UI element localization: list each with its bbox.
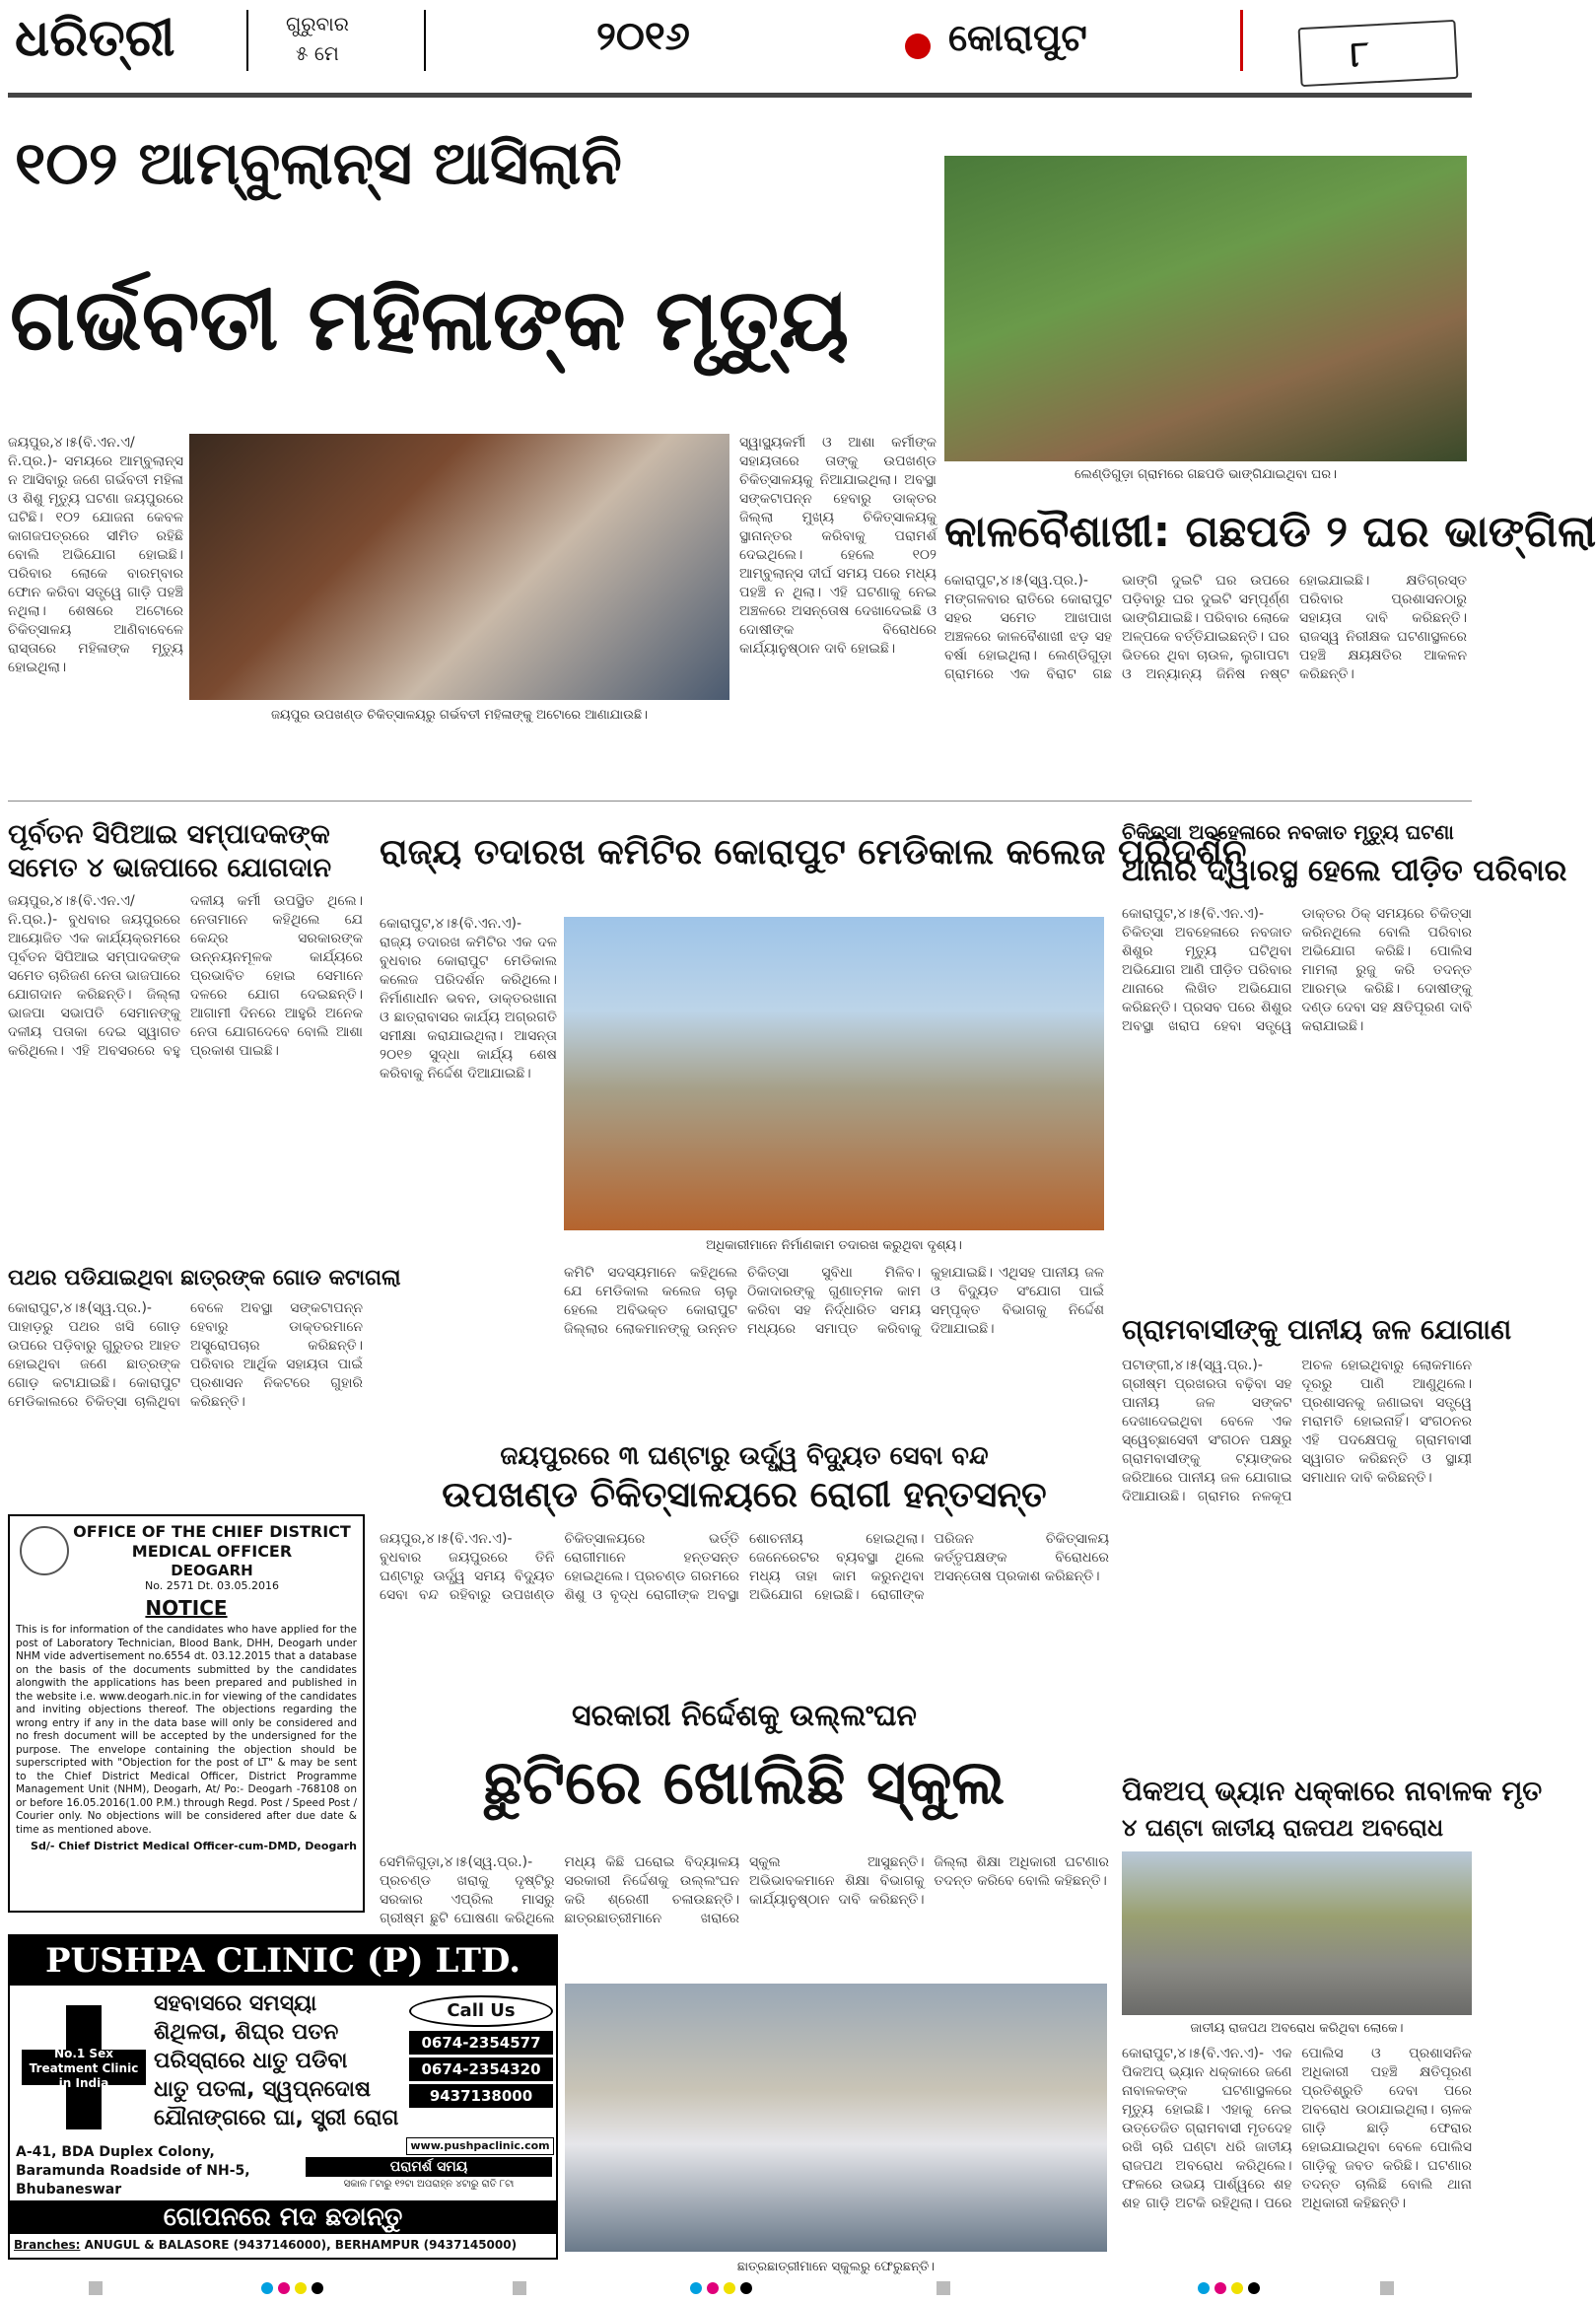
lead-photo <box>189 434 729 700</box>
notice-body: This is for information of the candidates who have applied for the post of Laboratory Technician, Blood Bank, DHH, Deogarh under NHM vide advertisement no.6554 dt. 03.12.2015 that a database on the basis of the documents submitted by the candidates alongwith the applications has been prepared and published in the website i.e. www.deogarh.nic.in for viewing of the candidates and inviting objections thereof. The objections regarding the wrong entry if any in the data base will only be considered and no fresh document will be accepted by the undersigned for the purpose. The envelope containing the objection should be superscripted with "Objection for the post of LT" & may be sent to the Chief District Medical Officer, District Programme Management Unit (NHM), Deogarh, At/ Po:- Deogarh -768108 on or before 16.05.2016(1.00 P.M.) through Regd. Post / Speed Post / Courier only. No objections will be considered after due date & time as mentioned above. <box>16 1624 357 1836</box>
notice-office: OFFICE OF THE CHIEF DISTRICT MEDICAL OFFICER <box>73 1522 351 1561</box>
clinic-name: PUSHPA CLINIC (P) LTD. <box>10 1936 556 1986</box>
color-dot-cyan <box>261 2282 273 2294</box>
power-headline: ଉପଖଣ୍ଡ ଚିକିତ୍ସାଳୟରେ ରୋଗୀ ହନ୍ତସନ୍ତ <box>442 1475 1047 1515</box>
lead-body-col2: ସ୍ୱାସ୍ଥ୍ୟକର୍ମୀ ଓ ଆଶା କର୍ମୀଙ୍କ ସହାୟତାରେ ତାଙ୍କୁ ଉପଖଣ୍ଡ ଚିକିତ୍ସାଳୟକୁ ନିଆଯାଇଥିଲା। ଅବସ୍ଥା ସଙ୍କଟାପନ୍ନ ହେବାରୁ ଡାକ୍ତର ଜିଲ୍ଲା ମୁଖ୍ୟ ଚିକିତ୍ସାଳୟକୁ ସ୍ଥାନାନ୍ତର କରିବାକୁ ପରାମର୍ଶ ଦେଇଥିଲେ। ହେଲେ ୧୦୨ ଆମ୍ବୁଲାନ୍ସ ଦୀର୍ଘ ସମୟ ପରେ ମଧ୍ୟ ପହଞ୍ଚି ନ ଥିଲା। ଏହି ଘଟଣାକୁ ନେଇ ଅଞ୍ଚଳରେ ଅସନ୍ତୋଷ ଦେଖାଦେଇଛି ଓ ଦୋଷୀଙ୍କ ବିରୋଧରେ କାର୍ଯ୍ୟାନୁଷ୍ଠାନ ଦାବି ହୋଇଛି। <box>739 435 937 657</box>
student-headline: ପଥର ପଡିଯାଇଥିବା ଛାତ୍ରଙ୍କ ଗୋଡ କଟାଗଲା <box>8 1266 401 1291</box>
lead-headline: ଗର୍ଭବତୀ ମହିଳାଙ୍କ ମୃତ୍ୟୁ <box>10 271 850 370</box>
clinic-services <box>154 1989 410 2132</box>
lead-kicker: ୧୦୨ ଆମ୍ବୁଲାନ୍ସ ଆସିଲାନି <box>15 129 622 198</box>
day: ଗୁରୁବାର <box>286 12 349 35</box>
police-headline: ଥାନାର ଦ୍ୱାରସ୍ଥ ହେଲେ ପୀଡ଼ିତ ପରିବାର <box>1122 854 1567 888</box>
date: ୫ ମେ <box>296 41 339 65</box>
storm-body: କୋରାପୁଟ,୪।୫(ସ୍ୱ.ପ୍ର.)- ମଙ୍ଗଳବାର ରାତିରେ କୋରାପୁଟ ସହର ସମେତ ଆଖପାଖ ଅଞ୍ଚଳରେ କାଳବୈଶାଖୀ ଝଡ଼ ସହ ବର୍ଷା ହୋଇଥିଲା। ଲେଣ୍ଡିଗୁଡ଼ା ଗ୍ରାମରେ ଏକ ବିରାଟ ଗଛ ଭାଙ୍ଗି ଦୁଇଟି ଘର ଉପରେ ପଡ଼ିବାରୁ ଘର ଦୁଇଟି ସମ୍ପୂର୍ଣ୍ଣ ଭାଙ୍ଗିଯାଇଛି। ପରିବାର ଲୋକେ ଅଳ୍ପକେ ବର୍ତ୍ତିଯାଇଛନ୍ତି। ଘର ଭିତରେ ଥିବା ଚାଉଳ, ଲୁଗାପଟା ଓ ଅନ୍ୟାନ୍ୟ ଜିନିଷ ନଷ୍ଟ ହୋଇଯାଇଛି। କ୍ଷତିଗ୍ରସ୍ତ ପରିବାର ପ୍ରଶାସନଠାରୁ ସହାୟତା ଦାବି କରିଛନ୍ତି। ରାଜସ୍ୱ ନିରୀକ୍ଷକ ଘଟଣାସ୍ଥଳରେ ପହଞ୍ଚି କ୍ଷୟକ୍ଷତିର ଆକଳନ କରିଛନ୍ତି। <box>944 573 1467 682</box>
color-dot-cyan <box>1198 2282 1210 2294</box>
medical-photo <box>564 917 1104 1230</box>
clinic-web: www.pushpaclinic.com <box>406 2137 554 2155</box>
cpi-body: ଜୟପୁର,୪।୫(ବି.ଏନ.ଏ/ନି.ପ୍ର.)- ବୁଧବାର ଜୟପୁରରେ ଆୟୋଜିତ ଏକ କାର୍ଯ୍ୟକ୍ରମରେ ପୂର୍ବତନ ସିପିଆଇ ସମ୍ପାଦକଙ୍କ ସମେତ ଚାରିଜଣ ନେତା ଭାଜପାରେ ଯୋଗଦାନ କରିଛନ୍ତି। ଜିଲ୍ଲା ଭାଜପା ସଭାପତି ସେମାନଙ୍କୁ ଦଳୀୟ ପତାକା ଦେଇ ସ୍ୱାଗତ କରିଥିଲେ। ଏହି ଅବସରରେ ବହୁ ଦଳୀୟ କର୍ମୀ ଉପସ୍ଥିତ ଥିଲେ। ନେତାମାନେ କହିଥିଲେ ଯେ କେନ୍ଦ୍ର ସରକାରଙ୍କ ଉନ୍ନୟନମୂଳକ କାର୍ଯ୍ୟରେ ପ୍ରଭାବିତ ହୋଇ ସେମାନେ ଦଳରେ ଯୋଗ ଦେଇଛନ୍ତି। ଆଗାମୀ ଦିନରେ ଆହୁରି ଅନେକ ନେତା ଯୋଗଦେବେ ବୋଲି ଆଶା ପ୍ରକାଶ ପାଇଛି। <box>8 893 363 1059</box>
color-dot-yellow <box>1231 2282 1243 2294</box>
clinic-phone: 0674-2354320 <box>409 2058 553 2081</box>
school-photo-caption: ଛାତ୍ରଛାତ୍ରୀମାନେ ସ୍କୁଲରୁ ଫେରୁଛନ୍ତି। <box>736 2260 936 2274</box>
medical-headline: ରାଜ୍ୟ ତଦାରଖ କମିଟିର କୋରାପୁଟ ମେଡିକାଲ କଲେଜ ପରିଦର୍ଶନ <box>380 832 1247 872</box>
section-rule <box>8 801 1472 802</box>
storm-photo <box>944 156 1467 461</box>
footer-marks <box>0 2277 1479 2302</box>
clinic-service-line: ଯୌନାଙ୍ଗରେ ଘା, ସ୍ତ୍ରୀ ରୋଗ <box>154 2106 399 2130</box>
school-body: ସେମିଳିଗୁଡ଼ା,୪।୫(ସ୍ୱ.ପ୍ର.)- ପ୍ରଚଣ୍ଡ ଖରାକୁ ଦୃଷ୍ଟିରୁ ସରକାର ଏପ୍ରିଲ ମାସରୁ ଗ୍ରୀଷ୍ମ ଛୁଟି ଘୋଷଣା କରିଥିଲେ ମଧ୍ୟ କିଛି ଘରୋଇ ବିଦ୍ୟାଳୟ ସରକାରୀ ନିର୍ଦ୍ଦେଶକୁ ଉଲ୍ଲଂଘନ କରି ଶ୍ରେଣୀ ଚଳାଉଛନ୍ତି। ଛାତ୍ରଛାତ୍ରୀମାନେ ଖରାରେ ସ୍କୁଲ ଆସୁଛନ୍ତି। ଅଭିଭାବକମାନେ ଶିକ୍ଷା ବିଭାଗକୁ କାର୍ଯ୍ୟାନୁଷ୍ଠାନ ଦାବି କରିଛନ୍ତି। ଜିଲ୍ଲା ଶିକ୍ଷା ଅଧିକାରୀ ଘଟଣାର ତଦନ୍ତ କରିବେ ବୋଲି କହିଛନ୍ତି। <box>380 1854 1109 1926</box>
page-number: ୮ <box>1349 34 1370 76</box>
medical-body-2: କମିଟି ସଦସ୍ୟମାନେ କହିଥିଲେ ଯେ ମେଡିକାଲ କଲେଜ ଚାଲୁ ହେଲେ ଅବିଭକ୍ତ କୋରାପୁଟ ଜିଲ୍ଲାର ଲୋକମାନଙ୍କୁ ଉନ୍ନତ ଚିକିତ୍ସା ସୁବିଧା ମିଳିବ। ଠିକାଦାରଙ୍କୁ ଗୁଣାତ୍ମକ କାମ କରିବା ସହ ନିର୍ଦ୍ଧାରିତ ସମୟ ମଧ୍ୟରେ ସମାପ୍ତ କରିବାକୁ କୁହାଯାଇଛି। ଏଥିସହ ପାନୀୟ ଜଳ ଓ ବିଦ୍ୟୁତ ସଂଯୋଗ ପାଇଁ ସମ୍ପୃକ୍ତ ବିଭାଗକୁ ନିର୍ଦ୍ଦେଶ ଦିଆଯାଇଛି। <box>564 1265 1104 1337</box>
clinic-phone: 0674-2354577 <box>409 2031 553 2055</box>
clinic-service-line: ଧାତୁ ପତଳା, ସ୍ୱପ୍ନଦୋଷ <box>154 2077 372 2102</box>
color-dot-magenta <box>278 2282 290 2294</box>
clinic-service-line: ପରିସ୍ରାରେ ଧାତୁ ପଡିବା <box>154 2049 348 2073</box>
clinic-branches <box>14 2238 554 2252</box>
notice-sign: Sd/- Chief District Medical Officer-cum-DMD, Deogarh <box>31 1840 357 1852</box>
medical-body: କୋରାପୁଟ,୪।୫(ବି.ଏନ.ଏ)- ରାଜ୍ୟ ତଦାରଖ କମିଟିର ଏକ ଦଳ ବୁଧବାର କୋରାପୁଟ ମେଡିକାଲ କଲେଜ ପରିଦର୍ଶନ କରିଥିଲେ। ନିର୍ମାଣାଧୀନ ଭବନ, ଡାକ୍ତରଖାନା ଓ ଛାତ୍ରାବାସର କାର୍ଯ୍ୟ ଅଗ୍ରଗତି ସମୀକ୍ଷା କରାଯାଇଥିଲା। ଆସନ୍ତା ୨୦୧୭ ସୁଦ୍ଧା କାର୍ଯ୍ୟ ଶେଷ କରିବାକୁ ନିର୍ଦ୍ଦେଶ ଦିଆଯାଇଛି। <box>380 916 557 1081</box>
color-dot-cyan <box>690 2282 702 2294</box>
masthead <box>0 0 1479 99</box>
clinic-address: A-41, BDA Duplex Colony, Baramunda Roadside of NH-5, Bhubaneswar <box>16 2144 250 2197</box>
clinic-call-box <box>409 1995 553 2133</box>
lead-body-col1: ଜୟପୁର,୪।୫(ବି.ଏନ.ଏ/ନି.ପ୍ର.)- ସମୟରେ ଆମ୍ବୁଲାନ୍ସ ନ ଆସିବାରୁ ଜଣେ ଗର୍ଭବତୀ ମହିଳା ଓ ଶିଶୁ ମୃତ୍ୟୁ ଘଟଣା ଜୟପୁରରେ ଘଟିଛି। ୧୦୨ ଯୋଜନା କେବଳ କାଗଜପତ୍ରରେ ସୀମିତ ରହିଛି ବୋଲି ଅଭିଯୋଗ ହୋଇଛି। ପରିବାର ଲୋକେ ବାରମ୍ବାର ଫୋନ କରିବା ସତ୍ତ୍ୱେ ଗାଡ଼ି ପହଞ୍ଚି ନଥିଲା। ଶେଷରେ ଅଟୋରେ ଚିକିତ୍ସାଳୟ ଆଣିବାବେଳେ ରାସ୍ତାରେ ମହିଳାଙ୍କ ମୃତ୍ୟୁ ହୋଇଥିଲା। <box>8 435 183 675</box>
clinic-ad <box>8 1934 558 2260</box>
color-dot-yellow <box>295 2282 307 2294</box>
clinic-branches-list: ANUGUL & BALASORE (9437146000), BERHAMPUR (9437145000) <box>84 2238 518 2252</box>
notice-place: DEOGARH <box>171 1562 253 1579</box>
school-headline: ଛୁଟିରେ ଖୋଲିଛି ସ୍କୁଲ <box>483 1746 1006 1818</box>
color-dot-black <box>740 2282 752 2294</box>
color-dot-black <box>1248 2282 1260 2294</box>
water-headline: ଗ୍ରାମବାସୀଙ୍କୁ ପାନୀୟ ଜଳ ଯୋଗାଣ <box>1122 1313 1512 1346</box>
student-body: କୋରାପୁଟ,୪।୫(ସ୍ୱ.ପ୍ର.)- ପାହାଡ଼ରୁ ପଥର ଖସି ଗୋଡ଼ ଉପରେ ପଡ଼ିବାରୁ ଗୁରୁତର ଆହତ ହୋଇଥିବା ଜଣେ ଛାତ୍ରଙ୍କ ଗୋଡ଼ କଟାଯାଇଛି। କୋରାପୁଟ ମେଡିକାଲରେ ଚିକିତ୍ସା ଚାଲିଥିବା ବେଳେ ଅବସ୍ଥା ସଙ୍କଟାପନ୍ନ ହେବାରୁ ଡାକ୍ତରମାନେ ଅସ୍ତ୍ରୋପଚାର କରିଛନ୍ତି। ପରିବାର ଆର୍ଥିକ ସହାୟତା ପାଇଁ ପ୍ରଶାସନ ନିକଟରେ ଗୁହାରି କରିଛନ୍ତି। <box>8 1300 363 1410</box>
police-body: କୋରାପୁଟ,୪।୫(ବି.ଏନ.ଏ)- ଚିକିତ୍ସା ଅବହେଳାରେ ନବଜାତ ଶିଶୁର ମୃତ୍ୟୁ ଘଟିଥିବା ଅଭିଯୋଗ ଆଣି ପୀଡ଼ିତ ପରିବାର ଥାନାରେ ଲିଖିତ ଅଭିଯୋଗ କରିଛନ୍ତି। ପ୍ରସବ ପରେ ଶିଶୁର ଅବସ୍ଥା ଖରାପ ହେବା ସତ୍ତ୍ୱେ ଡାକ୍ତର ଠିକ୍ ସମୟରେ ଚିକିତ୍ସା କରିନଥିଲେ ବୋଲି ପରିବାର ଅଭିଯୋଗ କରିଛି। ପୋଲିସ ମାମଲା ରୁଜୁ କରି ତଦନ୍ତ ଆରମ୍ଭ କରିଛି। ଦୋଷୀଙ୍କୁ ଦଣ୍ଡ ଦେବା ସହ କ୍ଷତିପୂରଣ ଦାବି କରାଯାଇଛି। <box>1122 906 1472 1034</box>
storm-photo-caption: ଲେଣ୍ଡିଗୁଡ଼ା ଗ୍ରାମରେ ଗଛପଡି ଭାଙ୍ଗିଯାଇଥିବା ଘର। <box>1075 467 1337 482</box>
accident-headline: ପିକଅପ୍ ଭ୍ୟାନ ଧକ୍କାରେ ନାବାଳକ ମୃତ <box>1122 1775 1543 1807</box>
color-dot-black <box>312 2282 323 2294</box>
accident-photo <box>1122 1851 1472 2015</box>
clinic-badge: No.1 Sex Treatment Clinic in India <box>29 2047 139 2090</box>
reg-mark <box>89 2281 103 2295</box>
clinic-service-line: ଶିଥିଳତା, ଶିଘ୍ର ପତନ <box>154 2020 339 2045</box>
cpi-headline: ପୂର୍ବତନ ସିପିଆଇ ସମ୍ପାଦକଙ୍କ ସମେତ ୪ ଭାଜପାରେ ଯୋଗଦାନ <box>8 819 332 883</box>
power-kicker: ଜୟପୁରରେ ୩ ଘଣ୍ଟାରୁ ଉର୍ଦ୍ଧ୍ୱ ବିଦ୍ୟୁତ ସେବା ବନ୍ଦ <box>500 1441 989 1471</box>
water-body: ପଟାଙ୍ଗୀ,୪।୫(ସ୍ୱ.ପ୍ର.)- ଗ୍ରୀଷ୍ମ ପ୍ରଖରତା ବଢ଼ିବା ସହ ପାନୀୟ ଜଳ ସଙ୍କଟ ଦେଖାଦେଇଥିବା ବେଳେ ଏକ ସ୍ୱେଚ୍ଛାସେବୀ ସଂଗଠନ ପକ୍ଷରୁ ଗ୍ରାମବାସୀଙ୍କୁ ଟ୍ୟାଙ୍କର ଜରିଆରେ ପାନୀୟ ଜଳ ଯୋଗାଇ ଦିଆଯାଉଛି। ଗ୍ରାମର ନଳକୂପ ଅଚଳ ହୋଇଥିବାରୁ ଲୋକମାନେ ଦୂରରୁ ପାଣି ଆଣୁଥିଲେ। ପ୍ରଶାସନକୁ ଜଣାଇବା ସତ୍ତ୍ୱେ ମରାମତି ହୋଇନାହିଁ। ସଂଗଠନର ଏହି ପଦକ୍ଷେପକୁ ଗ୍ରାମବାସୀ ସ୍ୱାଗତ କରିଛନ୍ତି ଓ ସ୍ଥାୟୀ ସମାଧାନ ଦାବି କରିଛନ୍ତି। <box>1122 1358 1472 1504</box>
school-kicker: ସରକାରୀ ନିର୍ଦ୍ଦେଶକୁ ଉଲ୍ଲଂଘନ <box>572 1699 917 1733</box>
bullet-icon <box>905 34 931 59</box>
notice-ref: No. 2571 Dt. 03.05.2016 <box>144 1579 279 1592</box>
notice-ad <box>8 1514 365 1913</box>
school-photo <box>565 1984 1107 2252</box>
reg-mark <box>937 2281 950 2295</box>
divider <box>246 10 248 71</box>
color-dot-magenta <box>1214 2282 1226 2294</box>
lead-photo-caption: ଜୟପୁର ଉପଖଣ୍ଡ ଚିକିତ୍ସାଳୟରୁ ଗର୍ଭବତୀ ମହିଳାଙ୍କୁ ଅଟୋରେ ଆଣାଯାଉଛି। <box>270 708 649 723</box>
divider <box>1240 10 1243 71</box>
paper-name: ଧରିତ୍ରୀ <box>15 8 175 68</box>
masthead-rule <box>8 93 1472 98</box>
page-number-tag <box>1298 20 1459 87</box>
clinic-timing-title: ପରାମର୍ଶ ସମୟ <box>306 2157 552 2177</box>
medical-photo-caption: ଅଧିକାରୀମାନେ ନିର୍ମାଣକାମ ତଦାରଖ କରୁଥିବା ଦୃଶ୍ୟ। <box>706 1238 962 1253</box>
clinic-branches-label: Branches: <box>14 2238 81 2252</box>
color-dot-yellow <box>724 2282 735 2294</box>
accident-photo-caption: ଜାତୀୟ ରାଜପଥ ଅବରୋଧ କରିଥିବା ଲୋକେ। <box>1190 2021 1404 2036</box>
reg-mark <box>513 2281 526 2295</box>
notice-seal <box>20 1526 69 1575</box>
year: ୨୦୧୬ <box>596 14 690 59</box>
accident-body: କୋରାପୁଟ,୪।୫(ବି.ଏନ.ଏ)- ଏକ ପିକଅପ୍ ଭ୍ୟାନ ଧକ୍କାରେ ଜଣେ ନାବାଳକଙ୍କ ଘଟଣାସ୍ଥଳରେ ମୃତ୍ୟୁ ହୋଇଛି। ଏହାକୁ ନେଇ ଉତ୍ତେଜିତ ଗ୍ରାମବାସୀ ମୃତଦେହ ରଖି ଚାରି ଘଣ୍ଟା ଧରି ଜାତୀୟ ରାଜପଥ ଅବରୋଧ କରିଥିଲେ। ଫଳରେ ଉଭୟ ପାର୍ଶ୍ୱରେ ଶହ ଶହ ଗାଡ଼ି ଅଟକି ରହିଥିଲା। ପରେ ପୋଲିସ ଓ ପ୍ରଶାସନିକ ଅଧିକାରୀ ପହଞ୍ଚି କ୍ଷତିପୂରଣ ପ୍ରତିଶ୍ରୁତି ଦେବା ପରେ ଅବରୋଧ ଉଠାଯାଇଥିଲା। ଚାଳକ ଗାଡ଼ି ଛାଡ଼ି ଫେରାର ହୋଇଯାଇଥିବା ବେଳେ ପୋଲିସ ଗାଡ଼ିକୁ ଜବତ କରିଛି। ଘଟଣାର ତଦନ୍ତ ଚାଲିଛି ବୋଲି ଥାନା ଅଧିକାରୀ କହିଛନ୍ତି। <box>1122 2046 1472 2211</box>
clinic-slogan: ଗୋପନରେ ମଦ ଛଡାନ୍ତୁ <box>10 2200 556 2234</box>
police-kicker: ଚିକିତ୍ସା ଅବହେଳାରେ ନବଜାତ ମୃତ୍ୟୁ ଘଟଣା <box>1122 820 1454 844</box>
reg-mark <box>1380 2281 1394 2295</box>
storm-headline: କାଳବୈଶାଖୀ: ଗଛପଡି ୨ ଘର ଭାଙ୍ଗିଲା <box>944 507 1596 557</box>
clinic-service-line: ସହବାସରେ ସମସ୍ୟା <box>154 1991 317 2016</box>
clinic-phone: 9437138000 <box>409 2084 553 2108</box>
edition: କୋରାପୁଟ <box>948 16 1087 59</box>
accident-subhead: ୪ ଘଣ୍ଟା ଜାତୀୟ ରାଜପଥ ଅବରୋଧ <box>1122 1814 1444 1842</box>
notice-title: NOTICE <box>145 1596 228 1620</box>
color-dot-magenta <box>707 2282 719 2294</box>
divider <box>424 10 426 71</box>
clinic-call-label: Call Us <box>409 1995 553 2027</box>
clinic-timing: ସକାଳ ୮ଟାରୁ ୧୨ଟା ଅପରାହ୍ନ ୪ଟାରୁ ରାତି ୮ଟା <box>343 2179 515 2190</box>
power-body: ଜୟପୁର,୪।୫(ବି.ଏନ.ଏ)- ବୁଧବାର ଜୟପୁରରେ ତିନି ଘଣ୍ଟାରୁ ଊର୍ଦ୍ଧ୍ୱ ସମୟ ବିଦ୍ୟୁତ ସେବା ବନ୍ଦ ରହିବାରୁ ଉପଖଣ୍ଡ ଚିକିତ୍ସାଳୟରେ ଭର୍ତ୍ତି ରୋଗୀମାନେ ହନ୍ତସନ୍ତ ହୋଇଥିଲେ। ପ୍ରଚଣ୍ଡ ଗରମରେ ଶିଶୁ ଓ ବୃଦ୍ଧ ରୋଗୀଙ୍କ ଅବସ୍ଥା ଶୋଚନୀୟ ହୋଇଥିଲା। ଜେନେରେଟର ବ୍ୟବସ୍ଥା ଥିଲେ ମଧ୍ୟ ତାହା କାମ କରୁନଥିବା ଅଭିଯୋଗ ହୋଇଛି। ରୋଗୀଙ୍କ ପରିଜନ ଚିକିତ୍ସାଳୟ କର୍ତ୍ତୃପକ୍ଷଙ୍କ ବିରୋଧରେ ଅସନ୍ତୋଷ ପ୍ରକାଶ କରିଛନ୍ତି। <box>380 1531 1109 1603</box>
